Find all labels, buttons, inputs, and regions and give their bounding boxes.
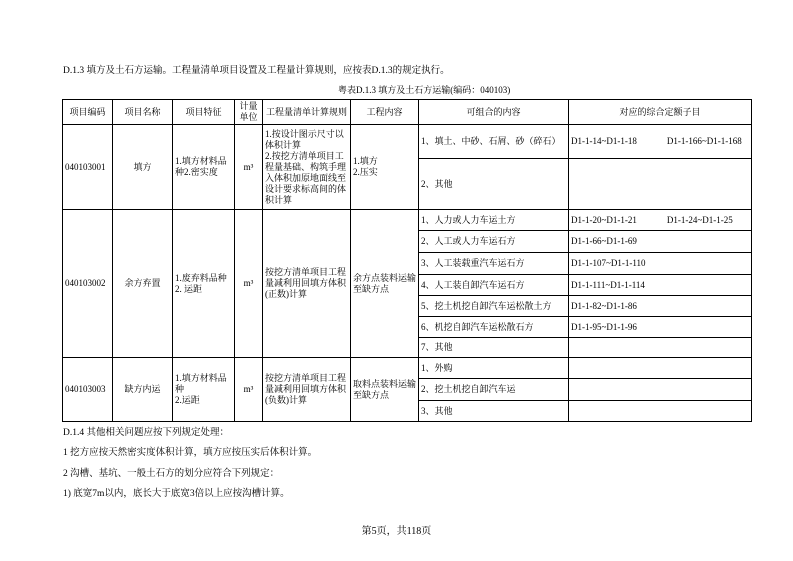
feature-line: 1.废弃料品种 [175,272,227,283]
item-code: 040103003 [63,358,113,422]
quota-items [569,275,752,296]
item-name: 缺方内运 [113,358,173,422]
feature-line: 2.运距 [175,395,200,405]
work-content [351,125,419,210]
header-quota-items: 对应的综合定额子目 [569,100,752,125]
header-item-name: 项目名称 [113,100,173,125]
quota-items [569,338,752,358]
quota-range: D1-1-166~D1-1-168 [666,136,742,146]
combinable-option: 3、其他 [419,401,569,422]
combinable-option: 3、人工装载重汽车运石方 [419,253,569,275]
feature-line: 1.填方材料品种 [175,373,227,394]
item-features [173,125,235,210]
quota-items [569,358,752,379]
quota-range: D1-1-95~D1-1-96 [571,321,637,332]
table-header-row [63,100,752,125]
combinable-option: 7、其他 [419,338,569,358]
combinable-option: 5、挖土机挖自卸汽车运松散土方 [419,296,569,317]
calc-rule [263,358,351,422]
calc-rule [263,210,351,358]
quota-range: D1-1-111~D1-1-114 [571,279,645,290]
section-d14-heading: D.1.4 其他相关问题应按下列规定处理： [63,428,229,438]
quota-items [569,125,752,159]
rule-line: 按挖方清单项目工程量减利用回填方体积(负数)计算 [265,373,347,405]
unit-cell: m³ [235,210,263,358]
item-name: 余方弃置 [113,210,173,358]
quota-items [569,253,752,275]
quota-range: D1-1-14~D1-1-18 [571,136,637,146]
item-name: 填方 [113,125,173,210]
header-combinable-content: 可组合的内容 [419,100,569,125]
spec-table [62,99,752,422]
combinable-option: 2、人工或人力车运石方 [419,231,569,253]
combinable-option: 6、机挖自卸汽车运松散石方 [419,317,569,338]
calc-rule [263,125,351,210]
work-content [351,210,419,358]
feature-line: 1.填方材料品种2.密实度 [175,156,227,177]
combinable-option: 1、人力或人力车运土方 [419,210,569,231]
header-work-content: 工程内容 [351,100,419,125]
rule-line: 1.按设计图示尺寸以体积计算 [265,128,344,150]
quota-items [569,296,752,317]
item-features [173,358,235,422]
combinable-option: 4、人工装自卸汽车运石方 [419,275,569,296]
work-line: 2.压实 [353,167,378,177]
item-code: 040103001 [63,125,113,210]
quota-items [569,210,752,231]
item-features [173,210,235,358]
unit-cell: m³ [235,125,263,210]
header-calc-rule: 工程量清单计算规则 [263,100,351,125]
work-line: 取料点装料运输至缺方点 [353,378,417,400]
table-caption: 粤表D.1.3 填方及土石方运输(编码：040103) [338,85,511,95]
quota-items [569,231,752,253]
quota-range: D1-1-20~D1-1-21 [571,214,637,225]
header-item-features: 项目特征 [173,100,235,125]
quota-range: D1-1-82~D1-1-86 [571,300,637,311]
note-item: 1) 底宽7m以内，底长大于底宽3倍以上应按沟槽计算。 [63,489,290,499]
note-item: 1 挖方应按天然密实度体积计算，填方应按压实后体积计算。 [63,448,318,458]
quota-items [569,317,752,338]
section-d13-intro: D.1.3 填方及土石方运输。工程量清单项目设置及工程量计算规则，应按表D.1.3的规定执行。 [63,66,450,76]
quota-items [569,379,752,401]
work-line: 1.填方 [353,156,378,166]
rule-line: 按挖方清单项目工程量减利用回填方体积(正数)计算 [265,267,347,299]
quota-range: D1-1-24~D1-1-25 [666,214,733,225]
work-content [351,358,419,422]
quota-items [569,159,752,210]
header-unit: 计量单位 [235,100,263,125]
table-row [63,358,752,379]
feature-line: 2. 运距 [175,283,203,294]
table-row [63,210,752,231]
table-row [63,125,752,159]
unit-cell: m³ [235,358,263,422]
item-code: 040103002 [63,210,113,358]
note-item: 2 沟槽、基坑、一般土石方的划分应符合下列规定： [63,469,280,479]
combinable-option: 2、挖土机挖自卸汽车运 [419,379,569,401]
work-line: 余方点装料运输至缺方点 [353,272,417,294]
header-item-code: 项目编码 [63,100,113,125]
combinable-option: 1、外购 [419,358,569,379]
combinable-option: 1、填土、中砂、石屑、砂（碎石） [419,125,569,159]
rule-line: 2.按挖方清单项目工程量基础、构筑手理入体积加原地面线至设计要求标高间的体积计算 [265,150,347,205]
quota-range: D1-1-66~D1-1-69 [571,236,637,246]
page-number: 第5页，共118页 [361,526,432,537]
quota-range: D1-1-107~D1-1-110 [571,258,646,268]
combinable-option: 2、其他 [419,159,569,210]
quota-items [569,401,752,422]
